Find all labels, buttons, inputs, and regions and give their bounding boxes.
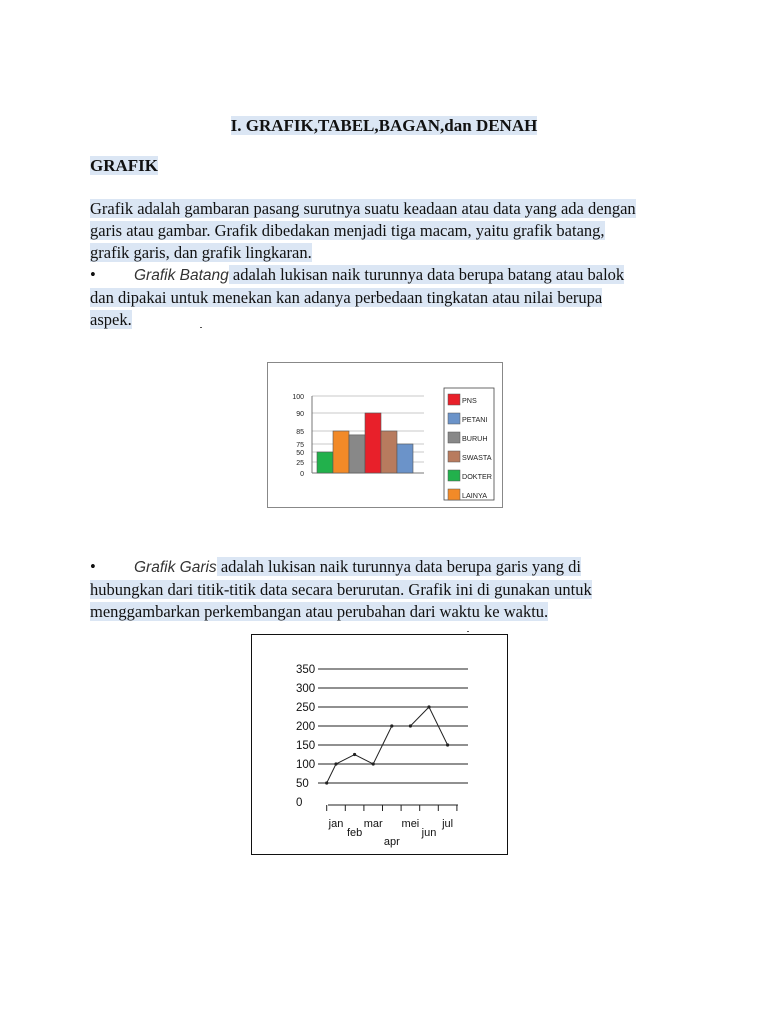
line-bullet-text: adalah lukisan naik turunnya data berupa garis yang di: [216, 557, 581, 576]
bar-chart: [268, 363, 502, 507]
legend-swatch-petani: [448, 413, 460, 424]
bar-y-tick-label: 50: [296, 450, 304, 457]
line-point: [325, 781, 328, 784]
legend-swatch-lainya: [448, 489, 460, 500]
legend-label-dokter: DOKTER: [462, 472, 492, 481]
line-point: [390, 724, 393, 727]
legend-swatch-swasta: [448, 451, 460, 462]
line-y-tick-label: 300: [296, 683, 316, 695]
legend-label-buruh: BURUH: [462, 434, 488, 443]
line-x-label-jul: jul: [442, 818, 454, 830]
line-x-label-feb: feb: [346, 827, 363, 839]
intro-line: grafik garis, dan grafik lingkaran.: [90, 243, 312, 262]
line-point: [334, 762, 337, 765]
bar-bullet-text: adalah lukisan naik turunnya data berupa batang atau balok: [228, 265, 625, 284]
line-point: [427, 705, 430, 708]
intro-line: garis atau gambar. Grafik dibedakan menjadi tiga macam, yaitu grafik batang,: [90, 221, 605, 240]
line-graph-paragraph: [90, 556, 690, 623]
line-chart-figure: [251, 634, 508, 855]
bar-y-tick-label: 75: [296, 442, 304, 449]
stray-mark: [467, 631, 469, 632]
bullet-symbol: •: [90, 557, 96, 576]
bar-bullet-text: aspek.: [90, 310, 132, 329]
line-y-tick-label: 150: [296, 740, 316, 752]
line-point: [446, 743, 449, 746]
bar-graph-term: Grafik Batang: [134, 267, 229, 284]
line-x-label-jun: jun: [421, 827, 437, 839]
legend-swatch-pns: [448, 394, 460, 405]
line-x-label-mar: mar: [363, 818, 383, 830]
line-x-label-mei: mei: [401, 818, 420, 830]
line-point: [409, 724, 412, 727]
bar-lainya: [333, 431, 349, 473]
bullet-symbol: •: [90, 265, 96, 284]
bar-dokter: [317, 452, 333, 473]
legend-label-petani: PETANI: [462, 415, 488, 424]
intro-paragraph: [90, 198, 690, 331]
bar-y-tick-label: 90: [296, 411, 304, 418]
section-heading: GRAFIK: [90, 156, 158, 175]
line-y-tick-label: 350: [296, 664, 316, 676]
line-x-label-apr: apr: [383, 836, 400, 848]
legend-label-lainya: LAINYA: [462, 491, 488, 500]
line-point: [372, 762, 375, 765]
line-x-label-jan: jan: [328, 818, 344, 830]
bar-swasta: [381, 431, 397, 473]
line-graph-term: Grafik Garis: [134, 559, 217, 576]
line-bullet-text: menggambarkan perkembangan atau perubahan dari waktu ke waktu.: [90, 602, 549, 621]
bar-chart-figure: [267, 362, 503, 508]
legend-label-pns: PNS: [462, 396, 477, 405]
stray-mark: [200, 327, 202, 328]
line-chart: [252, 635, 507, 854]
bar-y-tick-label: 85: [296, 429, 304, 436]
bar-bullet-text: dan dipakai untuk menekan kan adanya perbedaan tingkatan atau nilai berupa: [90, 288, 603, 307]
bar-petani: [397, 444, 413, 473]
bar-y-tick-label: 100: [292, 394, 304, 401]
bar-pns: [365, 413, 381, 473]
legend-swatch-buruh: [448, 432, 460, 443]
bar-buruh: [349, 435, 365, 473]
bar-y-tick-label: 25: [296, 460, 304, 467]
intro-line: Grafik adalah gambaran pasang surutnya suatu keadaan atau data yang ada dengan: [90, 199, 636, 218]
bar-y-tick-label: 0: [300, 471, 304, 478]
document-title: I. GRAFIK,TABEL,BAGAN,dan DENAH: [230, 116, 538, 135]
line-y-tick-label: 0: [296, 797, 303, 809]
line-y-tick-label: 50: [296, 778, 309, 790]
legend-label-swasta: SWASTA: [462, 453, 492, 462]
line-point: [353, 753, 356, 756]
line-y-tick-label: 200: [296, 721, 316, 733]
line-bullet-text: hubungkan dari titik-titik data secara berurutan. Grafik ini di gunakan untuk: [90, 580, 592, 599]
line-y-tick-label: 100: [296, 759, 316, 771]
legend-swatch-dokter: [448, 470, 460, 481]
line-y-tick-label: 250: [296, 702, 316, 714]
